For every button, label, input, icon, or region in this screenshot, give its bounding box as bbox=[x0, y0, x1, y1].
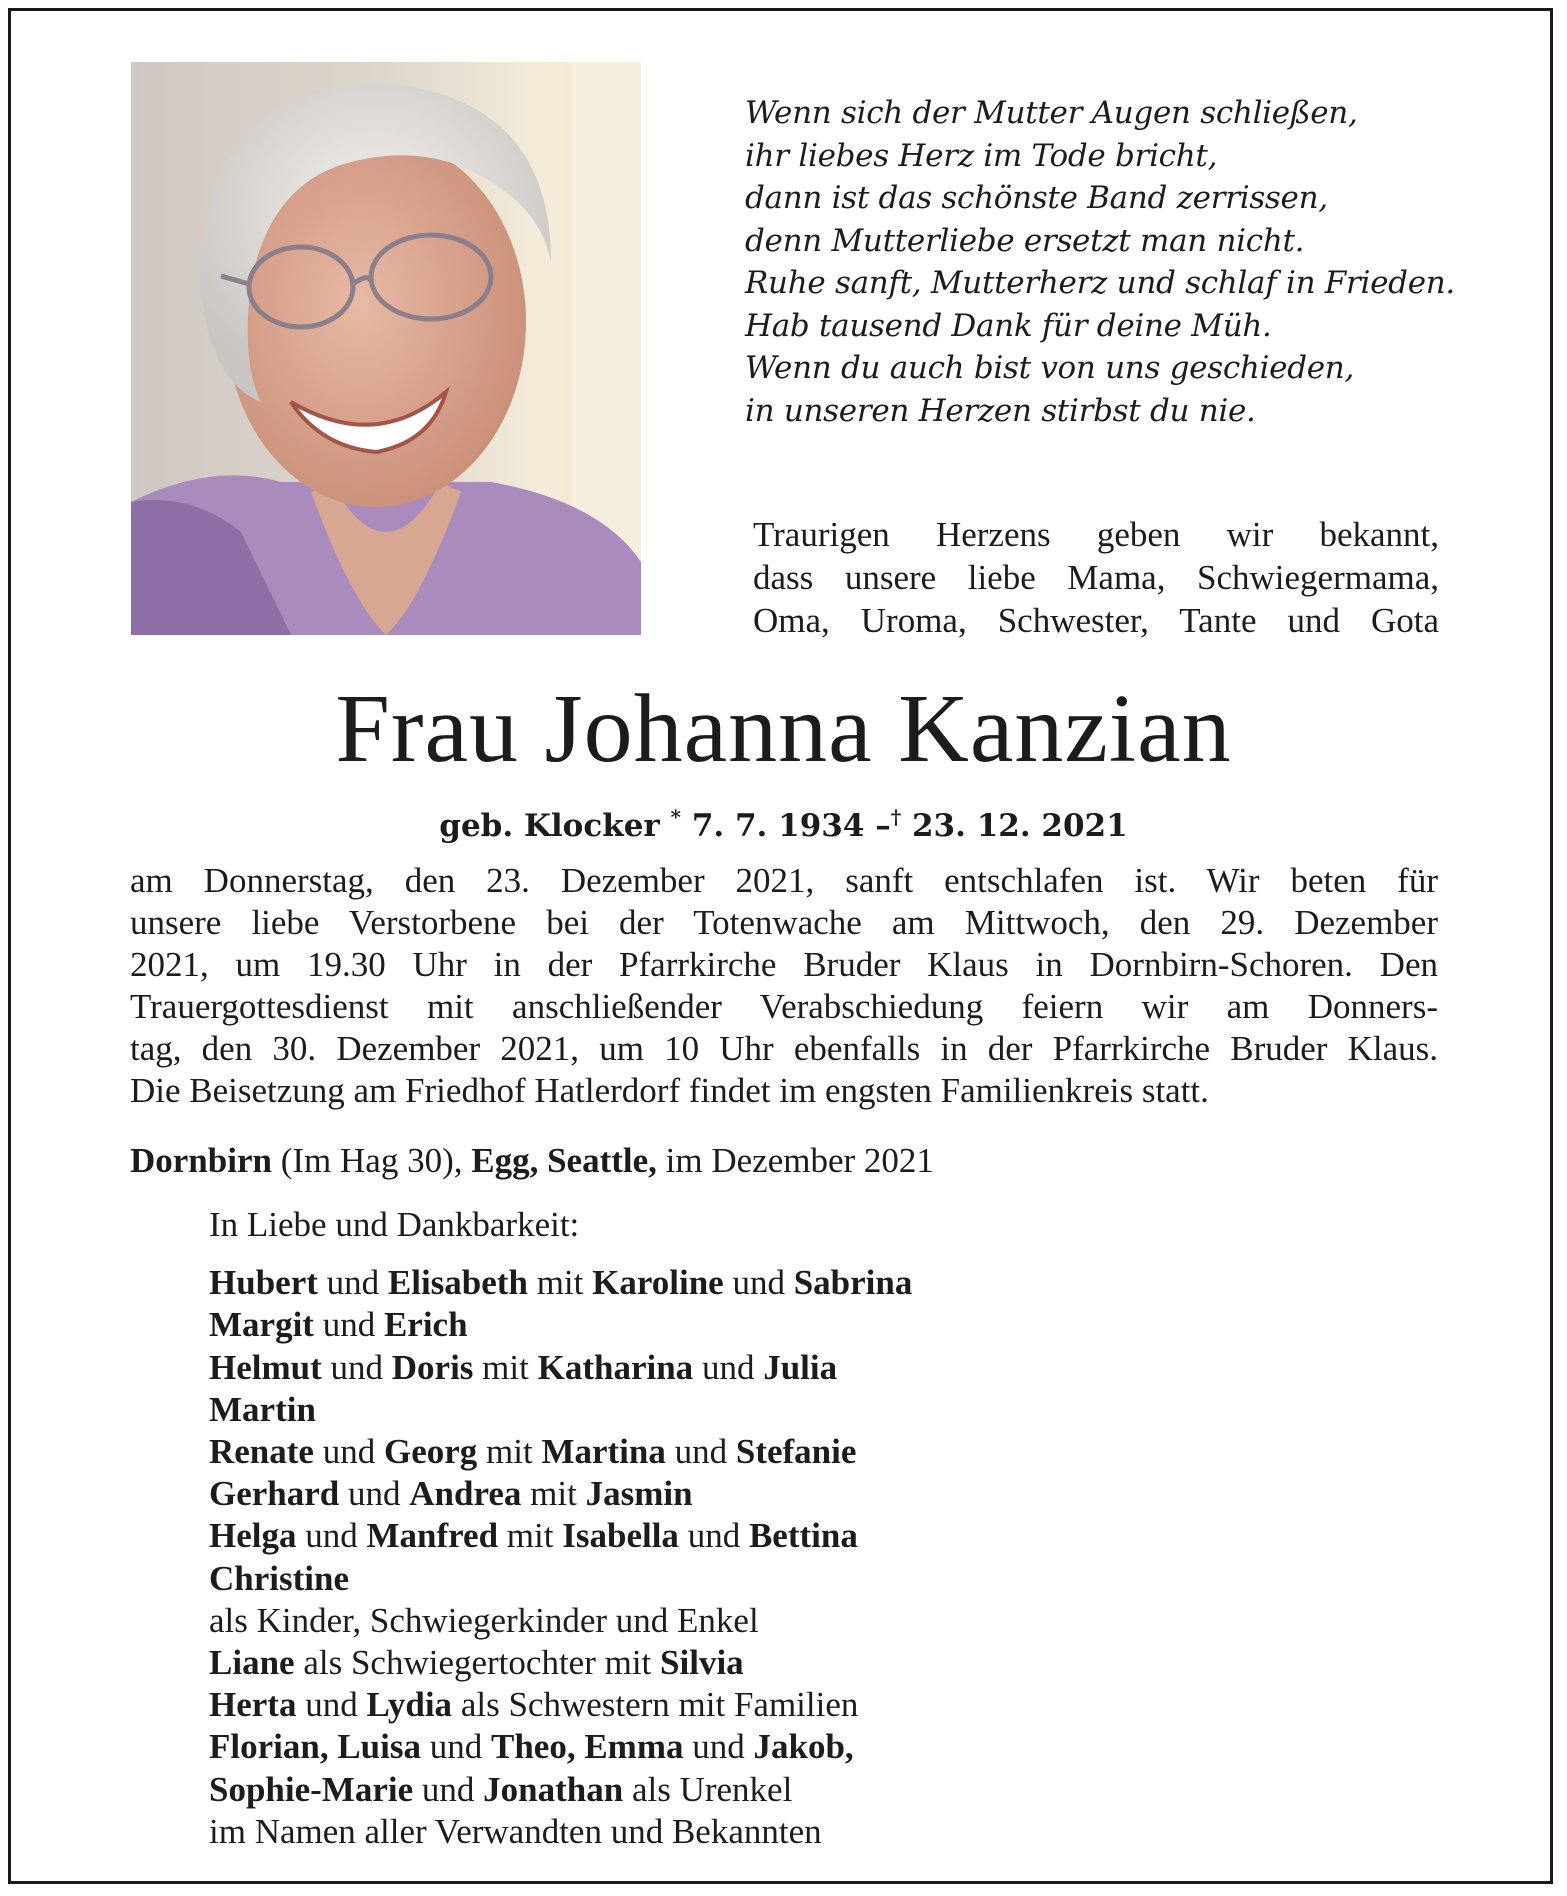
signer-text: und bbox=[321, 1347, 392, 1387]
signer-line bbox=[209, 1473, 1459, 1515]
signer-text: und bbox=[339, 1474, 410, 1514]
signer-line bbox=[209, 1515, 1459, 1557]
signer-name: Martin bbox=[209, 1389, 316, 1429]
signer-name: Erich bbox=[383, 1305, 468, 1345]
signer-name: Jonathan bbox=[483, 1769, 624, 1809]
maiden-name: geb. Klocker bbox=[439, 808, 660, 844]
signer-text: und bbox=[678, 1516, 749, 1556]
signer-text: mit bbox=[473, 1347, 538, 1387]
place-city: Dornbirn bbox=[130, 1141, 272, 1180]
place-address: (Im Hag 30), bbox=[271, 1141, 472, 1180]
poem-line: Hab tausend Dank für deine Müh. bbox=[745, 307, 1272, 344]
signer-text: und bbox=[313, 1305, 384, 1345]
signer-name: Elisabeth bbox=[387, 1263, 528, 1303]
signer-text: und bbox=[665, 1432, 736, 1472]
signer-name: Bettina bbox=[748, 1516, 858, 1556]
deceased-name: Frau Johanna Kanzian bbox=[335, 675, 1232, 783]
signer-text: als Urenkel bbox=[623, 1769, 793, 1809]
signer-text: als Schwestern mit Familien bbox=[452, 1685, 859, 1725]
death-symbol: † bbox=[890, 805, 902, 829]
signer-text: und bbox=[313, 1432, 384, 1472]
poem-line: Wenn sich der Mutter Augen schließen, bbox=[745, 95, 1358, 131]
signer-text: mit bbox=[521, 1474, 586, 1514]
signer-name: Helmut bbox=[209, 1347, 322, 1387]
intro-line: Oma, Uroma, Schwester, Tante und Gota bbox=[753, 601, 1439, 640]
signer-text: im Namen aller Verwandten und Bekannten bbox=[209, 1811, 822, 1851]
signer-name: Jasmin bbox=[585, 1474, 693, 1514]
announcement-line: Die Beisetzung am Friedhof Hatlerdorf findet im engsten Familienkreis statt. bbox=[130, 1071, 1209, 1110]
signer-line bbox=[209, 1642, 1459, 1684]
signer-line bbox=[209, 1304, 1459, 1346]
signer-name: Florian, Luisa bbox=[209, 1727, 421, 1767]
signer-name: Hubert bbox=[209, 1263, 318, 1303]
signer-line bbox=[209, 1347, 1459, 1389]
signer-name: Margit bbox=[209, 1305, 314, 1345]
signer-name: Manfred bbox=[366, 1516, 499, 1556]
signer-line bbox=[209, 1600, 1459, 1642]
announcement-line: 2021, um 19.30 Uhr in der Pfarrkirche Bruder Klaus in Dornbirn-Schoren. Den bbox=[130, 945, 1438, 984]
birth-symbol: * bbox=[670, 805, 682, 829]
signer-name: Sabrina bbox=[793, 1263, 913, 1303]
signer-text: und bbox=[420, 1727, 491, 1767]
signer-name: Isabella bbox=[562, 1516, 679, 1556]
signer-name: Andrea bbox=[409, 1474, 522, 1514]
signer-text: mit bbox=[477, 1432, 542, 1472]
signer-name: Renate bbox=[209, 1432, 314, 1472]
poem-line: Wenn du auch bist von uns geschieden, bbox=[745, 350, 1355, 386]
death-date: 23. 12. 2021 bbox=[911, 808, 1128, 844]
signer-text: und bbox=[683, 1727, 754, 1767]
signer-name: Herta bbox=[209, 1685, 297, 1725]
intro-line: dass unsere liebe Mama, Schwiegermama, bbox=[753, 558, 1439, 597]
poem-line: in unseren Herzen stirbst du nie. bbox=[745, 392, 1256, 429]
signer-line bbox=[209, 1558, 1459, 1600]
portrait-photo bbox=[131, 62, 641, 635]
signer-line bbox=[209, 1769, 1459, 1811]
signer-name: Christine bbox=[209, 1558, 349, 1598]
announcement-line: Trauergottesdienst mit anschließender Verabschiedung feiern wir am Donners- bbox=[130, 987, 1438, 1026]
poem-line: denn Mutterliebe ersetzt man nicht. bbox=[745, 222, 1305, 259]
announcement-text bbox=[130, 860, 1438, 1112]
signer-name: Silvia bbox=[660, 1643, 744, 1683]
signer-name: Lydia bbox=[366, 1685, 453, 1725]
signer-name: Gerhard bbox=[209, 1474, 340, 1514]
signer-name: Sophie-Marie bbox=[209, 1769, 414, 1809]
signer-text: und bbox=[296, 1685, 367, 1725]
signer-line bbox=[209, 1811, 1459, 1853]
poem-line: ihr liebes Herz im Tode bricht, bbox=[745, 137, 1218, 174]
signer-line bbox=[209, 1431, 1459, 1473]
announcement-line: am Donnerstag, den 23. Dezember 2021, sanft entschlafen ist. Wir beten für bbox=[130, 861, 1438, 900]
place-cities: Egg, Seattle, bbox=[471, 1141, 657, 1180]
signer-name: Stefanie bbox=[735, 1432, 857, 1472]
signer-line bbox=[209, 1726, 1459, 1768]
announcement-line: unsere liebe Verstorbene bei der Totenwache am Mittwoch, den 29. Dezember bbox=[130, 903, 1438, 942]
signer-name: Liane bbox=[209, 1643, 295, 1683]
signer-name: Martina bbox=[541, 1432, 666, 1472]
signer-text: als Kinder, Schwiegerkinder und Enkel bbox=[209, 1600, 759, 1640]
signer-name: Julia bbox=[763, 1347, 838, 1387]
signer-text: und bbox=[413, 1769, 484, 1809]
signer-name: Helga bbox=[209, 1516, 297, 1556]
announcement-line: tag, den 30. Dezember 2021, um 10 Uhr ebenfalls in der Pfarrkirche Bruder Klaus. bbox=[130, 1029, 1438, 1068]
life-dates bbox=[0, 797, 1567, 846]
signer-text: und bbox=[723, 1263, 794, 1303]
signer-line bbox=[209, 1684, 1459, 1726]
signer-line bbox=[209, 1389, 1459, 1431]
signer-name: Karoline bbox=[592, 1263, 724, 1303]
signer-line bbox=[209, 1262, 1459, 1304]
signer-name: Katharina bbox=[537, 1347, 694, 1387]
signers-lead: In Liebe und Dankbarkeit: bbox=[209, 1205, 580, 1244]
signer-name: Georg bbox=[383, 1432, 478, 1472]
signer-name: Theo, Emma bbox=[490, 1727, 684, 1767]
intro-line: Traurigen Herzens geben wir bekannt, bbox=[753, 515, 1439, 554]
signer-text: mit bbox=[527, 1263, 593, 1303]
place-date: im Dezember 2021 bbox=[656, 1141, 934, 1180]
signer-text: als Schwiegertochter mit bbox=[294, 1643, 661, 1683]
portrait-photo-icon bbox=[131, 62, 641, 635]
signer-text: und bbox=[317, 1263, 388, 1303]
birth-date: 7. 7. 1934 bbox=[691, 808, 865, 844]
signer-text: und bbox=[693, 1347, 764, 1387]
date-dash: – bbox=[875, 808, 891, 844]
poem-line: Ruhe sanft, Mutterherz und schlaf in Frieden. bbox=[745, 265, 1455, 301]
signer-name: Jakob, bbox=[753, 1727, 854, 1767]
signer-name: Doris bbox=[391, 1347, 474, 1387]
signer-text: und bbox=[296, 1516, 367, 1556]
signers-list bbox=[209, 1204, 1459, 1853]
poem-line: dann ist das schönste Band zerrissen, bbox=[745, 180, 1328, 216]
signer-text: mit bbox=[498, 1516, 563, 1556]
place-and-date bbox=[130, 1140, 1438, 1182]
intro-text bbox=[753, 513, 1439, 642]
poem bbox=[745, 92, 1485, 432]
